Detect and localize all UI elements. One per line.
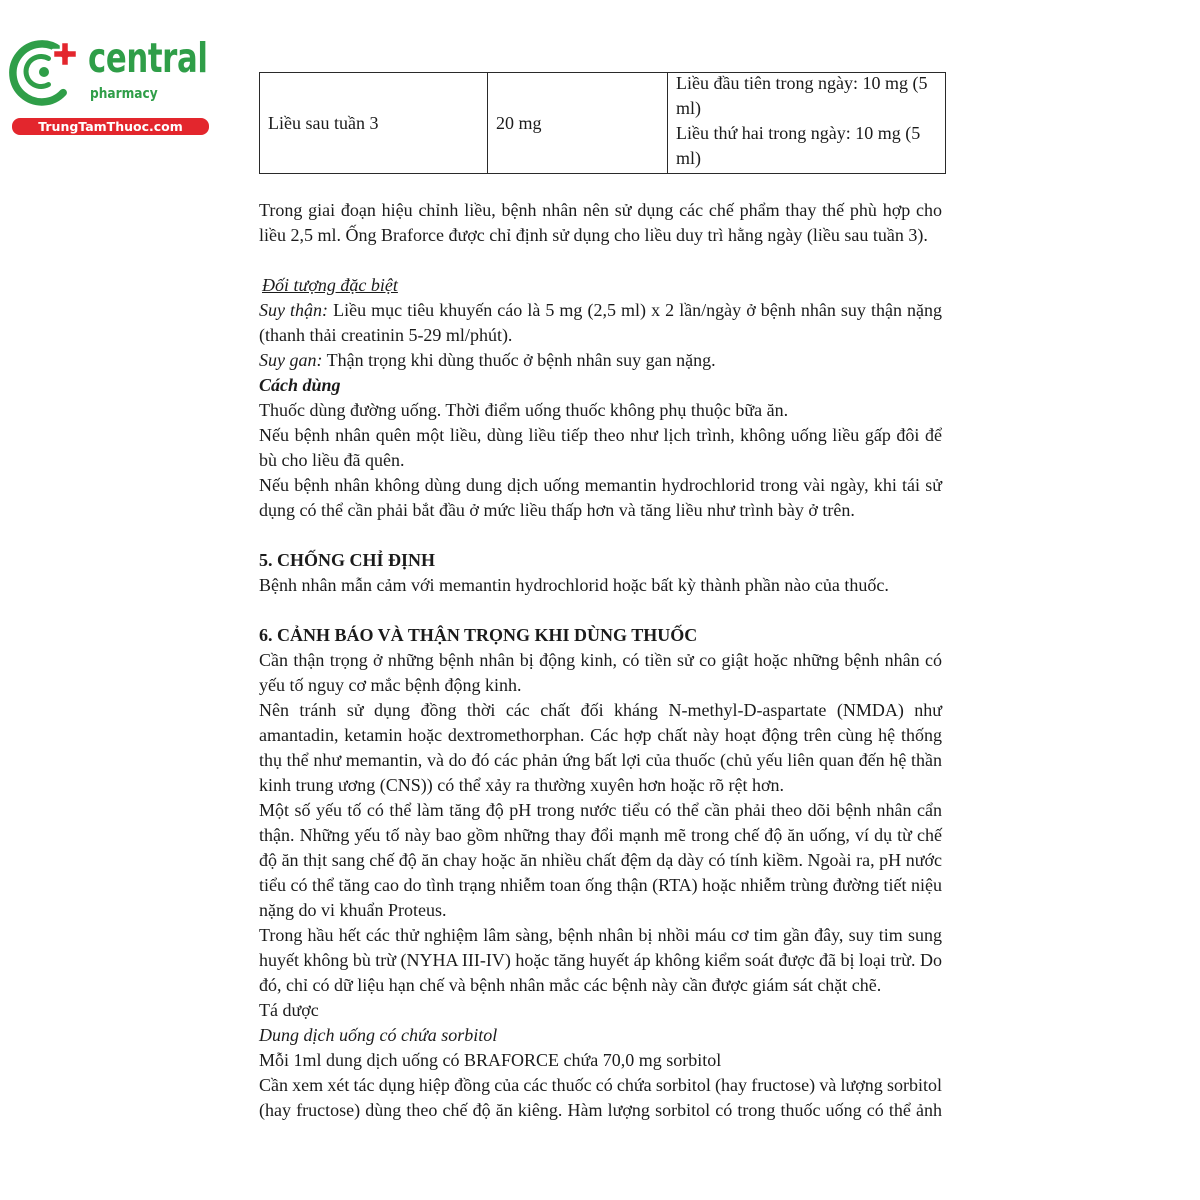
- hepatic-line: [259, 348, 942, 373]
- paragraph-line: Cần xem xét tác dụng hiệp đồng của các thuốc có chứa sorbitol (hay fructose) và lượng sorbitol: [259, 1074, 942, 1095]
- paragraph-line: (thanh thải creatinin 5-29 ml/phút).: [259, 324, 513, 345]
- paragraph-line: nặng do vi khuẩn Proteus.: [259, 899, 447, 920]
- paragraph-line: Nếu bệnh nhân không dùng dung dịch uống memantin hydrochlorid trong vài ngày, khi tái sử: [259, 474, 942, 495]
- paragraph-line: Trong hầu hết các thử nghiệm lâm sàng, bệnh nhân bị nhồi máu cơ tim gần đây, suy tim sung: [259, 924, 942, 945]
- hepatic-text: Thận trọng khi dùng thuốc ở bệnh nhân suy gan nặng.: [322, 349, 716, 370]
- paragraph-line: tiểu có thể tăng cao do tình trạng nhiễm toan ống thận (RTA) hoặc nhiễm trùng đường tiết niệu: [259, 874, 942, 895]
- paragraph-line: (hay fructose) dùng theo chế độ ăn kiêng. Hàm lượng sorbitol có trong thuốc uống có thể ảnh: [259, 1099, 942, 1120]
- hepatic-label: Suy gan:: [259, 349, 323, 370]
- paragraph-line: Thuốc dùng đường uống. Thời điểm uống thuốc không phụ thuộc bữa ăn.: [259, 399, 789, 420]
- paragraph-gap: [259, 523, 942, 548]
- paragraph-line: huyết không bù trừ (NYHA III-IV) hoặc tăng huyết áp không kiểm soát được đã bị loại trừ. Do: [259, 949, 942, 970]
- paragraph-line: bù cho liều đã quên.: [259, 449, 405, 470]
- paragraph-line: Nên tránh sử dụng đồng thời các chất đối kháng N-methyl-D-aspartate (NMDA) như: [259, 699, 942, 720]
- special-populations-heading: [259, 273, 942, 298]
- administration-heading: Cách dùng: [259, 374, 341, 395]
- paragraph-line: dụng có thể cần phải bắt đầu ở mức liều thấp hơn và tăng liều như trình bày ở trên.: [259, 499, 855, 520]
- paragraph-gap: [259, 248, 942, 273]
- schedule-line: ml): [676, 148, 701, 168]
- paragraph-line: liều 2,5 ml. Ống Braforce được chỉ định sử dụng cho liều duy trì hằng ngày (liều sau tuần 3).: [259, 224, 928, 245]
- paragraph-line: yếu tố nguy cơ mắc bệnh động kinh.: [259, 674, 522, 695]
- paragraph-line: Trong giai đoạn hiệu chỉnh liều, bệnh nhân nên sử dụng các chế phẩm thay thế phù hợp cho: [259, 199, 942, 220]
- paragraph-gap: [259, 598, 942, 623]
- renal-line: [259, 298, 942, 323]
- paragraph-line: Mỗi 1ml dung dịch uống có BRAFORCE chứa 70,0 mg sorbitol: [259, 1049, 722, 1070]
- excipients-subheading: Dung dịch uống có chứa sorbitol: [259, 1024, 498, 1045]
- special-heading-text: Đối tượng đặc biệt: [262, 274, 398, 295]
- paragraph-line: Bệnh nhân mẫn cảm với memantin hydrochlorid hoặc bất kỳ thành phần nào của thuốc.: [259, 574, 889, 595]
- warnings-heading: 6. CẢNH BÁO VÀ THẬN TRỌNG KHI DÙNG THUỐC: [259, 624, 698, 645]
- schedule-line: Liều thứ hai trong ngày: 10 mg (5: [676, 123, 921, 143]
- table-cell-schedule: [667, 73, 945, 173]
- renal-label: Suy thận:: [259, 299, 329, 320]
- dose-text: 20 mg: [496, 112, 542, 133]
- logo-brand-name: central: [88, 34, 208, 82]
- paragraph-line: amantadin, ketamin hoặc dextromethorphan. Các hợp chất này hoạt động trên cùng hệ thống: [259, 724, 942, 745]
- logo-brand-sub: pharmacy: [90, 86, 158, 102]
- paragraph-line: Cần thận trọng ở những bệnh nhân bị động kinh, có tiền sử co giật hoặc những bệnh nhân có: [259, 649, 942, 670]
- schedule-line: Liều đầu tiên trong ngày: 10 mg (5: [676, 73, 928, 93]
- renal-text: Liều mục tiêu khuyến cáo là 5 mg (2,5 ml) x 2 lần/ngày ở bệnh nhân suy thận nặng: [328, 299, 942, 320]
- paragraph-line: độ ăn thịt sang chế độ ăn chay hoặc ăn nhiều chất đệm dạ dày có tính kiềm. Ngoài ra, pH nước: [259, 849, 942, 870]
- paragraph-line: thụ thể như memantin, và do đó các phản ứng bất lợi của thuốc (chủ yếu liên quan đến hệ thần: [259, 749, 942, 770]
- dosage-table: [259, 72, 946, 174]
- document-body: [259, 198, 942, 1123]
- central-pharmacy-logo-icon: [8, 36, 80, 108]
- logo-center-dot: [39, 67, 49, 77]
- stage-text: Liều sau tuần 3: [268, 112, 379, 133]
- schedule-line: ml): [676, 98, 701, 118]
- paragraph-line: đó, chỉ có dữ liệu hạn chế và bệnh nhân mắc các bệnh này cần được giám sát chặt chẽ.: [259, 974, 882, 995]
- paragraph-line: kinh trung ương (CNS)) có thể xảy ra thường xuyên hơn hoặc rõ rệt hơn.: [259, 774, 784, 795]
- logo-site-badge: TrungTamThuoc.com: [12, 118, 209, 135]
- paragraph-line: Một số yếu tố có thể làm tăng độ pH trong nước tiểu có thể cần phải theo dõi bệnh nhân cẩn: [259, 799, 942, 820]
- table-cell-dose: [487, 73, 667, 173]
- paragraph-line: thận. Những yếu tố này bao gồm những thay đổi mạnh mẽ trong chế độ ăn uống, ví dụ từ chế: [259, 824, 942, 845]
- pharmacy-logo: [0, 0, 230, 140]
- table-cell-stage: [260, 73, 487, 173]
- paragraph-line: Nếu bệnh nhân quên một liều, dùng liều tiếp theo như lịch trình, không uống liều gấp đôi để: [259, 424, 942, 445]
- contraindications-heading: 5. CHỐNG CHỈ ĐỊNH: [259, 549, 436, 570]
- excipients-heading: Tá dược: [259, 999, 319, 1020]
